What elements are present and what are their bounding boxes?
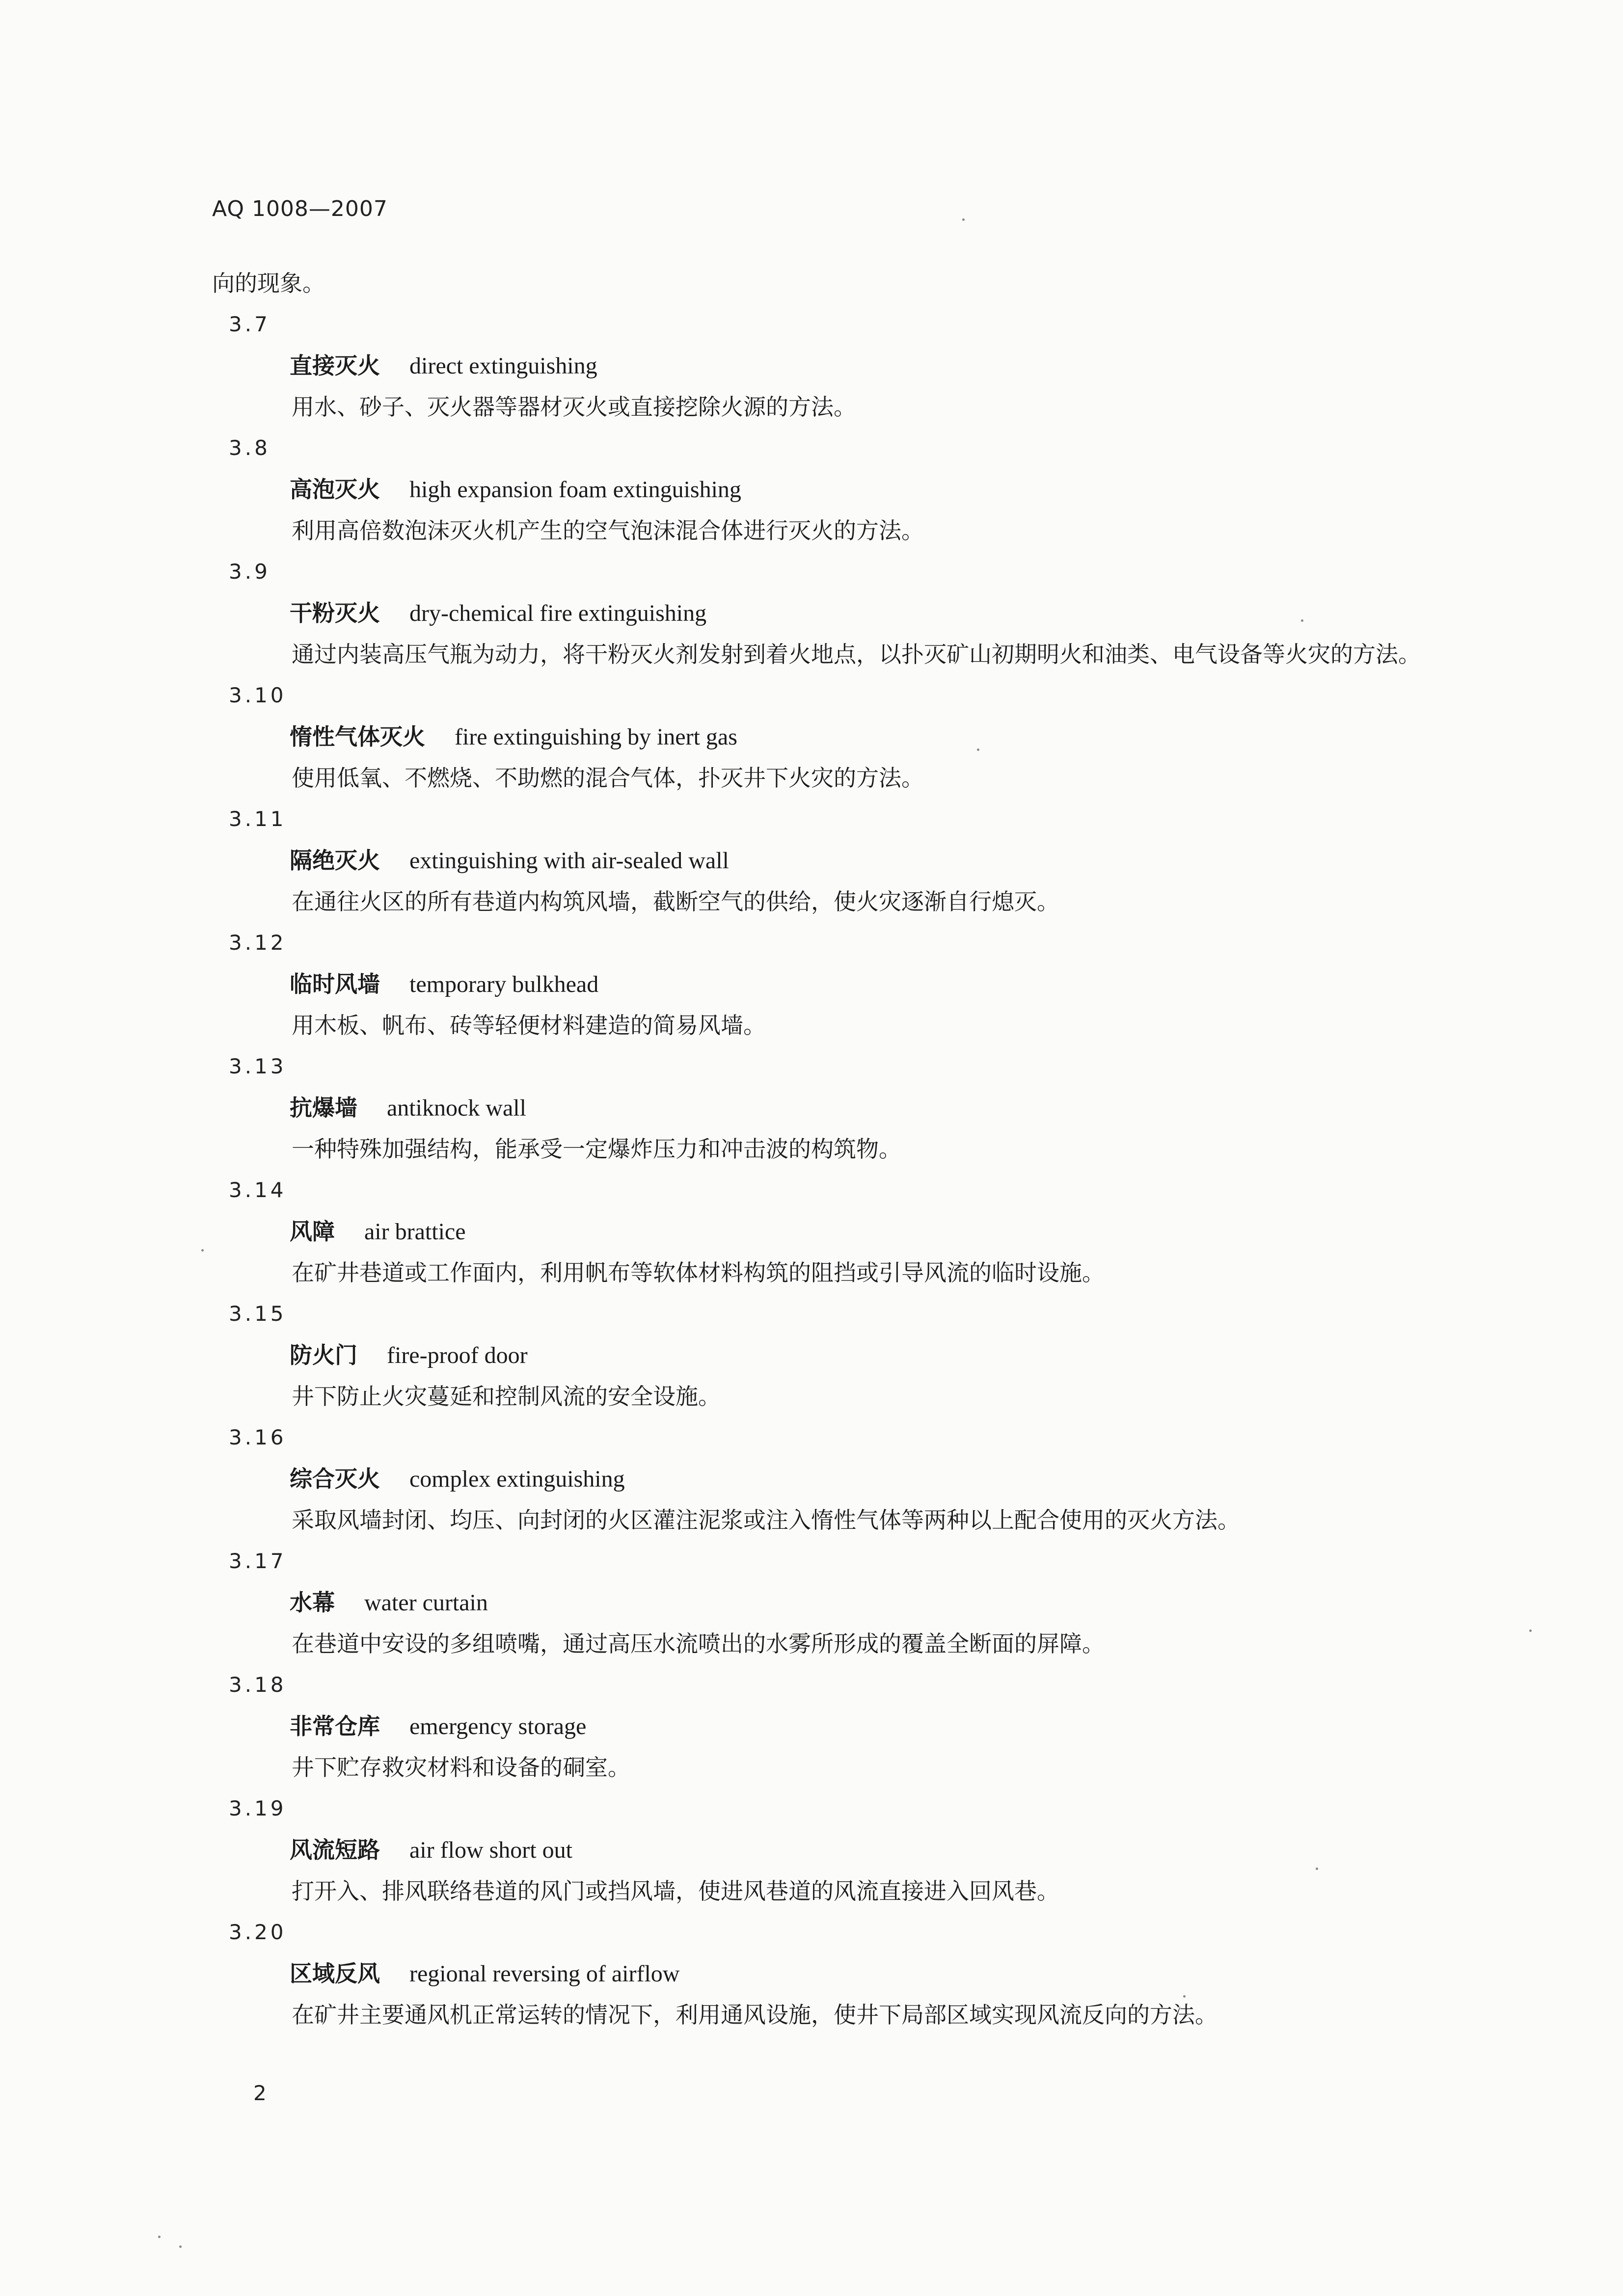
term-entry-3-8 [0, 427, 1623, 551]
scan-speck [1316, 1868, 1318, 1870]
clause-number: 3.8 [229, 436, 270, 460]
clause-number: 3.13 [229, 1054, 287, 1078]
term-entry-3-10 [0, 675, 1623, 799]
term-english: air brattice [364, 1219, 466, 1245]
term-definition: 用水、砂子、灭火器等器材灭火或直接挖除火源的方法。 [292, 394, 856, 420]
term-chinese: 高泡灭火 [290, 476, 380, 503]
scan-speck [1183, 1995, 1186, 1998]
continuation-text: 向的现象。 [212, 270, 325, 296]
clause-number: 3.9 [229, 560, 270, 584]
term-heading [0, 1706, 1623, 1747]
term-definition: 利用高倍数泡沫灭火机产生的空气泡沫混合体进行灭火的方法。 [292, 517, 924, 544]
term-chinese: 风流短路 [290, 1837, 380, 1863]
term-heading [0, 592, 1623, 634]
term-heading [0, 345, 1623, 386]
term-chinese: 风障 [290, 1218, 335, 1245]
term-definition: 打开入、排风联络巷道的风门或挡风墙，使进风巷道的风流直接进入回风巷。 [292, 1878, 1059, 1904]
term-entry-3-14 [0, 1170, 1623, 1293]
term-entry-3-13 [0, 1046, 1623, 1170]
term-definition: 使用低氧、不燃烧、不助燃的混合气体，扑灭井下火灾的方法。 [292, 765, 924, 791]
term-english: air flow short out [409, 1837, 572, 1863]
clause-number: 3.18 [229, 1673, 287, 1697]
standard-code: AQ 1008—2007 [212, 196, 388, 221]
term-definition: 井下贮存救灾材料和设备的硐室。 [292, 1754, 630, 1781]
term-definition: 用木板、帆布、砖等轻便材料建造的简易风墙。 [292, 1012, 766, 1039]
term-english: regional reversing of airflow [409, 1961, 680, 1987]
scan-speck [179, 2245, 182, 2248]
clause-number: 3.14 [229, 1178, 287, 1202]
clause-number: 3.17 [229, 1549, 287, 1573]
term-heading [0, 1582, 1623, 1623]
term-english: temporary bulkhead [409, 971, 599, 997]
term-english: antiknock wall [387, 1095, 526, 1121]
clause-number: 3.15 [229, 1302, 287, 1326]
term-chinese: 水幕 [290, 1589, 335, 1616]
term-chinese: 抗爆墙 [290, 1095, 357, 1121]
term-chinese: 非常仓库 [290, 1713, 380, 1739]
term-english: emergency storage [409, 1713, 587, 1739]
term-heading [0, 1335, 1623, 1376]
term-heading [0, 1211, 1623, 1252]
term-chinese: 防火门 [290, 1342, 357, 1368]
scan-speck [201, 1249, 204, 1252]
term-english: complex extinguishing [409, 1466, 625, 1492]
scan-speck [977, 748, 979, 751]
clause-number: 3.10 [229, 683, 287, 707]
clause-number: 3.19 [229, 1796, 287, 1820]
term-entry-3-9 [0, 551, 1623, 675]
clause-number: 3.11 [229, 807, 287, 831]
term-entry-3-19 [0, 1788, 1623, 1912]
term-english: fire-proof door [387, 1342, 528, 1368]
term-entry-3-11 [0, 799, 1623, 922]
scan-speck [962, 218, 965, 221]
term-english: high expansion foam extinguishing [409, 477, 741, 503]
term-heading [0, 716, 1623, 757]
term-chinese: 区域反风 [290, 1960, 380, 1987]
term-heading [0, 1458, 1623, 1499]
clause-number: 3.16 [229, 1425, 287, 1449]
term-definition: 在矿井巷道或工作面内，利用帆布等软体材料构筑的阻挡或引导风流的临时设施。 [292, 1259, 1105, 1286]
term-entry-3-20 [0, 1912, 1623, 2035]
term-english: water curtain [364, 1590, 488, 1616]
page-number: 2 [253, 2081, 267, 2105]
term-definition: 采取风墙封闭、均压、向封闭的火区灌注泥浆或注入惰性气体等两种以上配合使用的灭火方法。 [292, 1507, 1240, 1533]
term-definition: 井下防止火灾蔓延和控制风流的安全设施。 [292, 1383, 721, 1410]
term-heading [0, 963, 1623, 1005]
term-entry-3-12 [0, 922, 1623, 1046]
term-chinese: 隔绝灭火 [290, 847, 380, 874]
term-heading [0, 1829, 1623, 1870]
term-definition: 在矿井主要通风机正常运转的情况下，利用通风设施，使井下局部区域实现风流反向的方法。 [292, 2002, 1217, 2028]
clause-number: 3.12 [229, 931, 287, 955]
term-english: fire extinguishing by inert gas [455, 724, 737, 750]
term-list [0, 263, 1623, 2035]
term-chinese: 直接灭火 [290, 352, 380, 379]
term-definition: 在巷道中安设的多组喷嘴，通过高压水流喷出的水雾所形成的覆盖全断面的屏障。 [292, 1630, 1105, 1657]
term-entry-3-7 [0, 304, 1623, 427]
term-english: direct extinguishing [409, 353, 597, 379]
term-english: dry-chemical fire extinguishing [409, 600, 707, 626]
scan-speck [1301, 619, 1303, 622]
term-chinese: 干粉灭火 [290, 600, 380, 626]
term-entry-3-15 [0, 1293, 1623, 1417]
term-heading [0, 1953, 1623, 1994]
term-entry-3-16 [0, 1417, 1623, 1541]
term-definition: 通过内装高压气瓶为动力，将干粉灭火剂发射到着火地点，以扑灭矿山初期明火和油类、电气设备等火灾的方法。 [292, 641, 1421, 667]
term-heading [0, 469, 1623, 510]
term-chinese: 临时风墙 [290, 971, 380, 997]
term-chinese: 综合灭火 [290, 1466, 380, 1492]
scan-speck [1529, 1629, 1532, 1632]
scan-speck [158, 2236, 161, 2238]
term-chinese: 惰性气体灭火 [290, 723, 425, 750]
term-heading [0, 1087, 1623, 1128]
term-definition: 在通往火区的所有巷道内构筑风墙，截断空气的供给，使火灾逐渐自行熄灭。 [292, 888, 1059, 915]
clause-number: 3.7 [229, 312, 270, 336]
term-english: extinguishing with air-sealed wall [409, 848, 729, 874]
term-entry-3-17 [0, 1541, 1623, 1664]
clause-number: 3.20 [229, 1920, 287, 1944]
term-definition: 一种特殊加强结构，能承受一定爆炸压力和冲击波的构筑物。 [292, 1136, 901, 1162]
term-entry-3-18 [0, 1664, 1623, 1788]
term-heading [0, 840, 1623, 881]
